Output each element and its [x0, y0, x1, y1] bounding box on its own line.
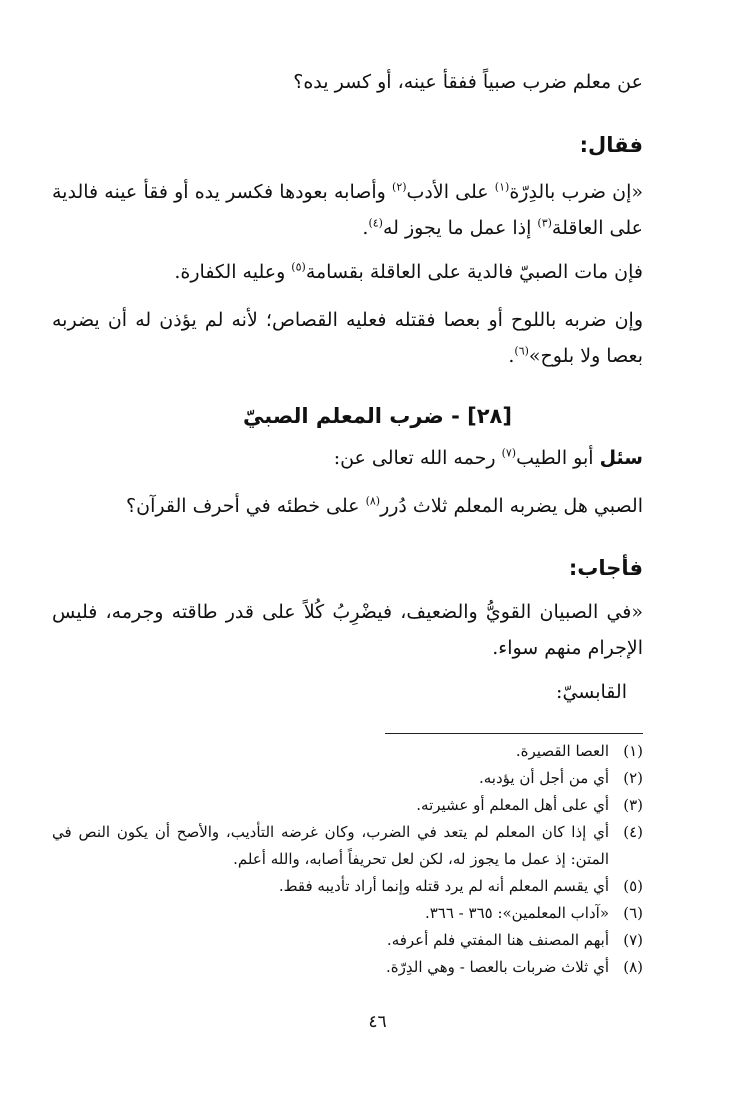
section-heading-text: [٢٨] - ضرب المعلم الصبيّ [243, 404, 512, 428]
answer-paragraph-4 [52, 594, 643, 666]
footnote-number: (٨) [623, 958, 643, 976]
answer-paragraph-3 [52, 302, 643, 374]
qabisi-text: القابسيّ: [556, 681, 627, 703]
footnote-divider [385, 733, 643, 734]
answer-text: إذا عمل ما يجوز له [382, 217, 538, 239]
footnote-item [52, 900, 643, 927]
footnote-ref[interactable]: (١) [494, 180, 510, 194]
page-number: ٤٦ [368, 1012, 387, 1032]
footnote-item [52, 927, 643, 954]
footnote-text: «آداب المعلمين»: ٣٦٥ - ٣٦٦. [424, 904, 609, 922]
answer-text: «في الصبيان القويُّ والضعيف، فيضْرِبُ كُلاً على قدر طاقته وجرمه، فليس الإجرام منهم سواء. [52, 601, 643, 659]
footnote-text: أي إذا كان المعلم لم يتعد في الضرب، وكان غرضه التأديب، والأصح أن يكون النص في المتن: إذ عمل ما يجوز له، لكن لعل تحريفاً أصابه، والله أعلم. [52, 823, 609, 868]
footnotes-list [52, 738, 643, 981]
question-text: عن معلم ضرب صبياً ففقأ عينه، أو كسر يده؟ [293, 71, 643, 93]
footnote-ref[interactable]: (٦) [514, 344, 529, 358]
footnote-item [52, 792, 643, 819]
footnote-item [52, 819, 643, 873]
answer-text: فإن مات الصبيّ فالدية على العاقلة بقسامة [305, 261, 643, 283]
footnote-text: أي من أجل أن يؤدبه. [478, 769, 609, 787]
footnote-item [52, 954, 643, 981]
footnote-item [52, 738, 643, 765]
section-heading [0, 400, 755, 432]
footnote-text: أبهم المصنف هنا المفتي فلم أعرفه. [386, 931, 609, 949]
answer-text: . [362, 217, 369, 239]
answer-text: على الأدب [406, 181, 495, 203]
footnote-number: (٥) [623, 877, 643, 895]
footnote-ref[interactable]: (٤) [368, 216, 383, 230]
answer-paragraph-2 [52, 254, 643, 290]
question-text: رحمه الله تعالى عن: [333, 447, 502, 469]
footnote-text: العصا القصيرة. [515, 742, 609, 760]
footnote-text: أي على أهل المعلم أو عشيرته. [416, 796, 609, 814]
footnote-ref[interactable]: (٨) [365, 494, 381, 508]
footnote-number: (١) [623, 742, 643, 760]
fajab-label-row [52, 553, 643, 585]
question-text: الصبي هل يضربه المعلم ثلاث دُرر [380, 495, 643, 517]
footnote-number: (٦) [623, 904, 643, 922]
footnote-item [52, 873, 643, 900]
footnote-ref[interactable]: (٧) [501, 446, 517, 460]
qabisi-line [52, 674, 627, 710]
answer-text: وعليه الكفارة. [174, 261, 292, 283]
footnote-item [52, 765, 643, 792]
footnote-ref[interactable]: (٢) [392, 180, 407, 194]
footnote-number: (٤) [623, 823, 643, 841]
footnote-ref[interactable]: (٣) [537, 216, 552, 230]
question2-intro [52, 440, 643, 476]
footnote-number: (٢) [623, 769, 643, 787]
question-paragraph [52, 64, 643, 100]
answer-text: وأصابه بعودها فكسر يده أو فقأ عينه فالدية على العاقلة [52, 181, 643, 239]
footnote-ref[interactable]: (٥) [291, 260, 306, 274]
question-text: أبو الطيب [516, 447, 600, 469]
footnote-number: (٧) [623, 931, 643, 949]
answer-text: وإن ضربه باللوح أو بعصا فقتله فعليه القصاص؛ لأنه لم يؤذن له أن يضربه بعصا ولا بلوح» [52, 309, 643, 367]
footnote-text: أي يقسم المعلم أنه لم يرد قتله وإنما أراد تأديبه فقط. [278, 877, 609, 895]
footnote-number: (٣) [623, 796, 643, 814]
answer-label: فأجاب: [568, 556, 643, 580]
question-text: على خطئه في أحرف القرآن؟ [126, 495, 366, 517]
question-label: سئل [599, 447, 643, 469]
answer-text: «إن ضرب بالدِرّة [509, 181, 643, 203]
question2-paragraph [52, 488, 643, 524]
footnote-text: أي ثلاث ضربات بالعصا - وهي الدِرّة. [386, 958, 609, 976]
faqal-label-row [52, 130, 643, 162]
answer-label: فقال: [579, 133, 643, 157]
answer-paragraph-1 [52, 174, 643, 246]
answer-text: . [508, 345, 515, 367]
